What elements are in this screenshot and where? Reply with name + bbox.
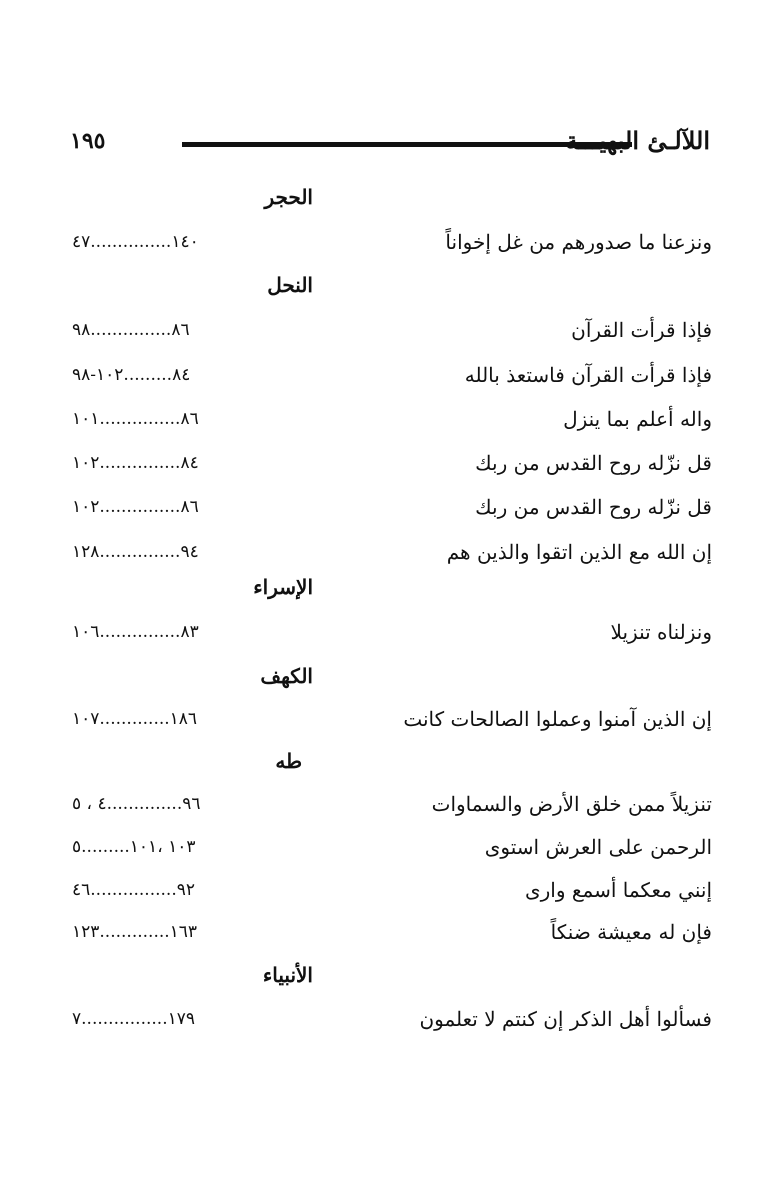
page-header [70,126,710,162]
verse-text: فإن له معيشة ضنكاً [550,920,712,944]
verse-reference: ٩٤...............١٢٨ [72,542,199,562]
surah-heading: الكهف [260,664,313,688]
verse-text: ونزعنا ما صدورهم من غل إخواناً [445,230,712,254]
verse-reference: ٨٦...............٩٨ [72,320,190,340]
verse-text: فإذا قرأت القرآن فاستعذ بالله [464,363,712,387]
index-entry [0,451,760,485]
verse-reference: ٨٦...............١٠١ [72,409,199,429]
verse-reference: ١٠٣ ،١٠١.........٥ [72,837,196,857]
index-entry [0,707,760,741]
verse-reference: ١٤٠...............٤٧ [72,232,199,252]
index-entry [0,920,760,954]
page-number: ١٩٥ [70,128,106,154]
index-entry [0,363,760,397]
verse-reference: ٨٣...............١٠٦ [72,622,199,642]
index-entry [0,230,760,264]
verse-text: إنني معكما أسمع وارى [524,878,712,902]
surah-heading: الأنبياء [262,963,313,987]
verse-reference: ٩٦..............٤ ، ٥ [72,794,201,814]
surah-heading: النحل [267,273,313,297]
index-entry [0,835,760,869]
index-entry [0,318,760,352]
verse-reference: ٨٤.........١٠٢-٩٨ [72,365,191,385]
verse-text: قل نزّله روح القدس من ربك [475,451,712,475]
verse-reference: ٨٤...............١٠٢ [72,453,199,473]
index-entry [0,407,760,441]
verse-text: واله أعلم بما ينزل [563,407,712,431]
verse-text: الرحمن على العرش استوى [484,835,712,859]
index-entry [0,495,760,529]
verse-text: تنزيلاً ممن خلق الأرض والسماوات [431,792,712,816]
index-entry [0,1007,760,1041]
index-entry [0,878,760,912]
index-entry [0,620,760,654]
surah-heading: طه [275,749,302,773]
book-title: اللآلـئ البهيـــة [565,126,710,155]
header-rule [182,142,632,147]
verse-text: إن الذين آمنوا وعملوا الصالحات كانت [403,707,712,731]
surah-heading: الإسراء [253,575,313,599]
index-entry [0,540,760,574]
verse-reference: ١٦٣.............١٢٣ [72,922,198,942]
verse-reference: ١٧٩................٧ [72,1009,196,1029]
surah-heading: الحجر [264,185,313,209]
verse-text: فسألوا أهل الذكر إن كنتم لا تعلمون [419,1007,712,1031]
verse-reference: ٨٦...............١٠٢ [72,497,199,517]
verse-text: قل نزّله روح القدس من ربك [475,495,712,519]
verse-reference: ١٨٦.............١٠٧ [72,709,198,729]
verse-text: ونزلناه تنزيلا [610,620,712,644]
verse-reference: ٩٢................٤٦ [72,880,195,900]
verse-text: إن الله مع الذين اتقوا والذين هم [446,540,712,564]
index-entry [0,792,760,826]
verse-text: فإذا قرأت القرآن [571,318,712,342]
